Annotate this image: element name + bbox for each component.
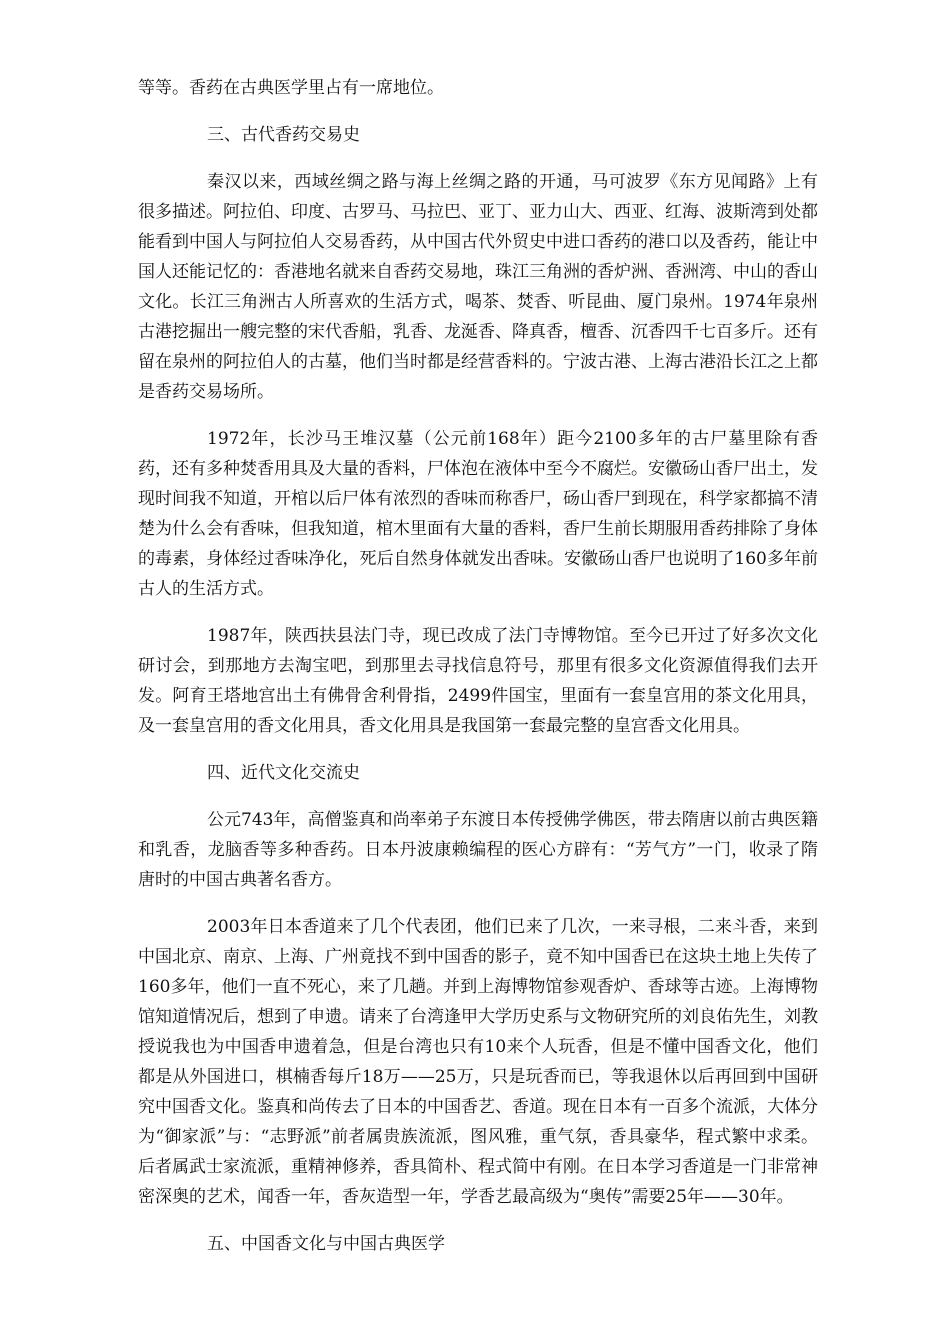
section-heading-5: 五、中国香文化与中国古典医学 (207, 1234, 445, 1254)
paragraph-trade-history: 秦汉以来，西域丝绸之路与海上丝绸之路的开通，马可波罗《东方见闻路》上有很多描述。阿拉伯、印度、古罗马、马拉巴、亚丁、亚力山大、西亚、红海、波斯湾到处都能看到中国人与阿拉伯人交易香药，从中国古代外贸史中进口香药的港口以及香药，能让中国人还能记忆的：香港地名就来自香药交易地，珠江三角洲的香炉洲、香洲湾、中山的香山文化。长江三角洲古人所喜欢的生活方式，喝茶、焚香、听昆曲、厦门泉州。1974年泉州古港挖掘出一艘完整的宋代香船，乳香、龙涎香、降真香，檀香、沉香四千七百多斤。还有留在泉州的阿拉伯人的古墓，他们当时都是经营香料的。宁波古港、上海古港沿长江之上都是香药交易场所。 (138, 172, 818, 402)
document-page (138, 73, 818, 1276)
paragraph-japan-incense: 2003年日本香道来了几个代表团，他们已来了几次，一来寻根，二来斗香，来到中国北京、南京、上海、广州竟找不到中国香的影子，竟不知中国香已在这块土地上失传了160多年，他们一直不死心，来了几趟。并到上海博物馆参观香炉、香球等古迹。上海博物馆知道情况后，想到了申遗。请来了台湾逢甲大学历史系与文物研究所的刘良佑先生，刘教授说我也为中国香申遗着急，但是台湾也只有10来个人玩香，但是不懂中国香文化，他们都是从外国进口，棋楠香每斤18万——25万，只是玩香而已，等我退休以后再回到中国研究中国香文化。鉴真和尚传去了日本的中国香艺、香道。现在日本有一百多个流派，大体分为“御家派”与：“志野派”前者属贵族流派，图风雅，重气氛，香具豪华，程式繁中求柔。后者属武士家流派，重精神修养，香具简朴、程式简中有刚。在日本学习香道是一门非常神密深奥的艺术，闻香一年，香灰造型一年，学香艺最高级为“奥传”需要25年——30年。 (138, 917, 818, 1207)
paragraph-famen-temple: 1987年，陕西扶县法门寺，现已改成了法门寺博物馆。至今已开过了好多次文化研讨会，到那地方去淘宝吧，到那里去寻找信息符号，那里有很多文化资源值得我们去开发。阿育王塔地宫出土有佛骨舍利骨指，2499件国宝，里面有一套皇宫用的茶文化用具，及一套皇宫用的香文化用具，香文化用具是我国第一套最完整的皇宫香文化用具。 (138, 626, 818, 736)
paragraph-mawangdui: 1972年，长沙马王堆汉墓（公元前168年）距今2100多年的古尸墓里除有香药，还有多种焚香用具及大量的香料，尸体泡在液体中至今不腐烂。安徽砀山香尸出土，发现时间我不知道，开棺以后尸体有浓烈的香味而称香尸，砀山香尸到现在，科学家都搞不清楚为什么会有香味，但我知道，棺木里面有大量的香料，香尸生前长期服用香药排除了身体的毒素，身体经过香味净化，死后自然身体就发出香味。安徽砀山香尸也说明了160多年前古人的生活方式。 (138, 429, 818, 599)
intro-paragraph: 等等。香药在古典医学里占有一席地位。 (138, 78, 444, 98)
section-heading-4: 四、近代文化交流史 (207, 763, 360, 783)
section-heading-3: 三、古代香药交易史 (207, 125, 360, 145)
paragraph-jianzhen: 公元743年，高僧鉴真和尚率弟子东渡日本传授佛学佛医，带去隋唐以前古典医籍和乳香，龙脑香等多种香药。日本丹波康赖编程的医心方辟有：“芳气方”一门，收录了隋唐时的中国古典著名香方。 (138, 810, 818, 890)
